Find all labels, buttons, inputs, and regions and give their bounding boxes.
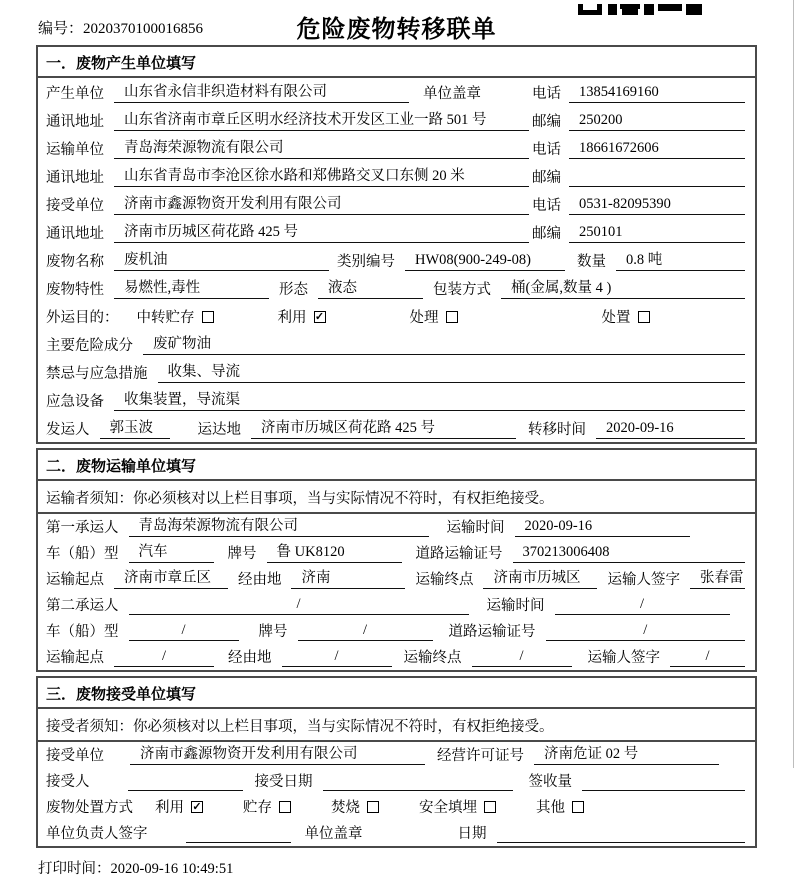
row-producer xyxy=(38,78,755,106)
phone-label: 电话 xyxy=(532,142,561,158)
transport-time-label: 运输时间 xyxy=(446,520,505,536)
receive-date-value xyxy=(323,774,513,791)
purpose-option-utilize-label: 利用 xyxy=(277,310,307,326)
via2-value: / xyxy=(282,648,392,667)
origin1-value: 济南市章丘区 xyxy=(114,566,228,589)
seal-label: 单位盖章 xyxy=(423,86,481,102)
row-hazard xyxy=(38,330,755,358)
row-taboo xyxy=(38,358,755,386)
receive-person-value xyxy=(128,774,243,791)
form-value: 液态 xyxy=(318,276,423,299)
row-receive-unit xyxy=(38,742,755,768)
quantity-label: 数量 xyxy=(577,254,606,270)
purpose-option-utilize xyxy=(278,306,326,327)
transporter-address-value: 山东省青岛市李沧区徐水路和郑佛路交叉口东侧 20 米 xyxy=(114,164,529,187)
end1-value: 济南市历城区 xyxy=(483,566,597,589)
purpose-option-storage-label: 中转贮存 xyxy=(136,310,195,326)
vehicle-label: 车（船）型 xyxy=(46,624,119,640)
transport-time-label: 运输时间 xyxy=(486,598,545,614)
transfer-time-value: 2020-09-16 xyxy=(596,420,745,439)
checkbox-purpose-treat[interactable] xyxy=(446,311,458,323)
serial-value: 2020370100016856 xyxy=(83,21,204,37)
transporter-value: 青岛海荣源物流有限公司 xyxy=(114,136,529,159)
plate-label: 牌号 xyxy=(227,546,257,562)
disposal-option-other-label: 其他 xyxy=(536,800,565,816)
packing-label: 包装方式 xyxy=(433,282,491,298)
waste-name-value: 废机油 xyxy=(114,248,329,271)
plate1-value: 鲁 UK8120 xyxy=(267,540,402,563)
checkbox-purpose-dispose[interactable] xyxy=(638,311,650,323)
taboo-value: 收集、导流 xyxy=(158,360,746,383)
row-carrier2 xyxy=(38,592,755,618)
date-value xyxy=(497,826,746,843)
row-purpose xyxy=(38,302,755,330)
hazard-label: 主要危险成分 xyxy=(46,338,133,354)
via-label: 经由地 xyxy=(228,650,272,666)
carrier1-value: 青岛海荣源物流有限公司 xyxy=(129,514,429,537)
origin-label: 运输起点 xyxy=(46,572,104,588)
producer-phone-group xyxy=(532,82,745,103)
sign-label: 运输人签字 xyxy=(607,572,680,588)
section-receive-title: 三．废物接受单位填写 xyxy=(38,678,755,709)
section-producer xyxy=(36,45,757,444)
permit-label: 道路运输证号 xyxy=(448,624,536,640)
receiver-zip-group xyxy=(532,222,745,243)
hazard-value: 废矿物油 xyxy=(143,332,745,355)
row-carrier1 xyxy=(38,514,755,540)
row-receiver xyxy=(38,190,755,218)
permit-label: 道路运输证号 xyxy=(415,546,503,562)
zip-label: 邮编 xyxy=(532,226,561,242)
date-label: 日期 xyxy=(457,826,487,842)
transporter-label: 运输单位 xyxy=(46,142,104,158)
via-label: 经由地 xyxy=(237,572,282,588)
receiver-zip-value: 250101 xyxy=(569,224,745,243)
page-title: 危险废物转移联单 xyxy=(296,17,497,43)
receive-person-label: 接受人 xyxy=(46,774,90,790)
row-disposal xyxy=(38,794,755,820)
plate-label: 牌号 xyxy=(258,624,288,640)
equipment-label: 应急设备 xyxy=(46,394,104,410)
consignor-value: 郭玉波 xyxy=(100,416,170,439)
carrier2-value: / xyxy=(129,596,469,615)
phone-label: 电话 xyxy=(532,198,561,214)
row-equipment xyxy=(38,386,755,414)
category-value: HW08(900-249-08) xyxy=(405,252,565,271)
section-producer-title: 一．废物产生单位填写 xyxy=(38,47,755,78)
row-transporter xyxy=(38,134,755,162)
disposal-option-incinerate-label: 焚烧 xyxy=(331,800,360,816)
sign1-value: 张春雷 xyxy=(690,566,745,589)
purpose-label: 外运目的： xyxy=(46,310,119,326)
end2-value: / xyxy=(472,648,572,667)
transporter-phone-value: 18661672606 xyxy=(569,140,745,159)
receiver-phone-group xyxy=(532,194,745,215)
qr-code-fragment-icon xyxy=(578,4,702,15)
transfer-time-label: 转移时间 xyxy=(528,422,586,438)
row-vehicle2 xyxy=(38,618,755,644)
disposal-option-landfill xyxy=(419,796,496,817)
permit2-value: / xyxy=(546,622,746,641)
purpose-option-dispose xyxy=(602,306,650,327)
license-value: 济南危证 02 号 xyxy=(534,742,719,765)
disposal-option-incinerate xyxy=(331,796,379,817)
receive-date-label: 接受日期 xyxy=(254,774,313,790)
checkbox-disposal-storage[interactable] xyxy=(279,801,291,813)
sign-qty-value xyxy=(582,774,745,791)
disposal-option-storage-label: 贮存 xyxy=(243,800,272,816)
row-vehicle1 xyxy=(38,540,755,566)
transport-notice: 运输者须知：你必须核对以上栏目事项，当与实际情况不符时，有权拒绝接受。 xyxy=(38,481,755,514)
section-transport xyxy=(36,448,757,672)
equipment-value: 收集装置，导流渠 xyxy=(114,388,745,411)
producer-zip-group xyxy=(532,110,745,131)
sign-qty-label: 签收量 xyxy=(528,774,572,790)
purpose-option-treat-label: 处理 xyxy=(409,310,439,326)
row-producer-address xyxy=(38,106,755,134)
sign-label: 运输人签字 xyxy=(587,650,660,666)
phone-label: 电话 xyxy=(532,86,561,102)
purpose-option-treat xyxy=(410,306,458,327)
row-responsible xyxy=(38,820,755,846)
zip-label: 邮编 xyxy=(532,170,561,186)
print-time-label: 打印时间： xyxy=(38,861,111,877)
transporter-zip-value xyxy=(569,170,745,187)
disposal-option-utilize-label: 利用 xyxy=(155,800,184,816)
permit1-value: 370213006408 xyxy=(513,544,746,563)
taboo-label: 禁忌与应急措施 xyxy=(46,366,148,382)
end-label: 运输终点 xyxy=(415,572,474,588)
row-route2 xyxy=(38,644,755,670)
category-label: 类别编号 xyxy=(337,254,395,270)
seal-label: 单位盖章 xyxy=(304,826,363,842)
responsible-label: 单位负责人签字 xyxy=(46,826,148,842)
producer-label: 产生单位 xyxy=(46,86,104,102)
producer-value: 山东省永信非织造材料有限公司 xyxy=(114,80,409,103)
consignor-label: 发运人 xyxy=(46,422,90,438)
end-label: 运输终点 xyxy=(403,650,462,666)
responsible-value xyxy=(186,826,291,843)
row-transporter-address xyxy=(38,162,755,190)
address-label: 通讯地址 xyxy=(46,226,104,242)
receive-notice: 接受者须知：你必须核对以上栏目事项，当与实际情况不符时，有权拒绝接受。 xyxy=(38,709,755,742)
producer-phone-value: 13854169160 xyxy=(569,84,745,103)
origin2-value: / xyxy=(114,648,214,667)
receiver-phone-value: 0531-82095390 xyxy=(569,196,745,215)
purpose-option-storage xyxy=(137,306,214,327)
destination-value: 济南市历城区荷花路 425 号 xyxy=(251,416,516,439)
receiver-label: 接受单位 xyxy=(46,198,104,214)
form-label: 形态 xyxy=(279,282,308,298)
disposal-option-utilize xyxy=(155,796,203,817)
checkbox-disposal-utilize[interactable]: ✓ xyxy=(192,800,202,813)
address-label: 通讯地址 xyxy=(46,170,104,186)
receive-unit-label: 接受单位 xyxy=(46,748,104,764)
print-time-value: 2020-09-16 10:49:51 xyxy=(110,861,234,877)
destination-label: 运达地 xyxy=(197,422,241,438)
carrier1-time-value: 2020-09-16 xyxy=(515,518,690,537)
transporter-zip-group xyxy=(532,166,745,187)
disposal-option-storage xyxy=(243,796,291,817)
row-consignor xyxy=(38,414,755,442)
carrier2-label: 第二承运人 xyxy=(46,598,119,614)
disposal-option-other xyxy=(536,796,584,817)
receiver-value: 济南市鑫源物资开发利用有限公司 xyxy=(114,192,529,215)
section-receive xyxy=(36,676,757,848)
via1-value: 济南 xyxy=(291,566,405,589)
producer-address-value: 山东省济南市章丘区明水经济技术开发区工业一路 501 号 xyxy=(114,108,529,131)
serial-label: 编号： xyxy=(38,21,84,37)
packing-value: 桶(金属,数量 4 ) xyxy=(501,276,745,299)
serial-number xyxy=(38,17,203,38)
carrier1-label: 第一承运人 xyxy=(46,520,119,536)
checkbox-purpose-utilize[interactable]: ✓ xyxy=(314,310,325,323)
checkbox-disposal-other[interactable] xyxy=(572,801,584,813)
waste-name-label: 废物名称 xyxy=(46,254,104,270)
origin-label: 运输起点 xyxy=(46,650,104,666)
row-route1 xyxy=(38,566,755,592)
checkbox-disposal-landfill[interactable] xyxy=(484,801,496,813)
vehicle1-value: 汽车 xyxy=(129,540,214,563)
purpose-option-dispose-label: 处置 xyxy=(601,310,631,326)
zip-label: 邮编 xyxy=(532,114,561,130)
checkbox-purpose-storage[interactable] xyxy=(202,311,214,323)
address-label: 通讯地址 xyxy=(46,114,104,130)
producer-zip-value: 250200 xyxy=(569,112,745,131)
receiver-address-value: 济南市历城区荷花路 425 号 xyxy=(114,220,529,243)
row-receiver-address xyxy=(38,218,755,246)
row-receive-person xyxy=(38,768,755,794)
character-label: 废物特性 xyxy=(46,282,104,298)
quantity-value: 0.8 吨 xyxy=(616,248,745,271)
plate2-value: / xyxy=(298,622,433,641)
print-time xyxy=(36,852,757,878)
document-header xyxy=(36,4,757,45)
disposal-label: 废物处置方式 xyxy=(46,800,133,816)
transporter-phone-group xyxy=(532,138,745,159)
disposal-option-landfill-label: 安全填埋 xyxy=(419,800,477,816)
vehicle2-value: / xyxy=(129,622,239,641)
license-label: 经营许可证号 xyxy=(437,748,524,764)
checkbox-disposal-incinerate[interactable] xyxy=(367,801,379,813)
vehicle-label: 车（船）型 xyxy=(46,546,119,562)
character-value: 易燃性,毒性 xyxy=(114,276,269,299)
row-waste-character xyxy=(38,274,755,302)
carrier2-time-value: / xyxy=(555,596,730,615)
sign2-value: / xyxy=(670,648,745,667)
row-waste-name xyxy=(38,246,755,274)
receive-unit-value: 济南市鑫源物资开发利用有限公司 xyxy=(130,742,425,765)
section-transport-title: 二．废物运输单位填写 xyxy=(38,450,755,481)
